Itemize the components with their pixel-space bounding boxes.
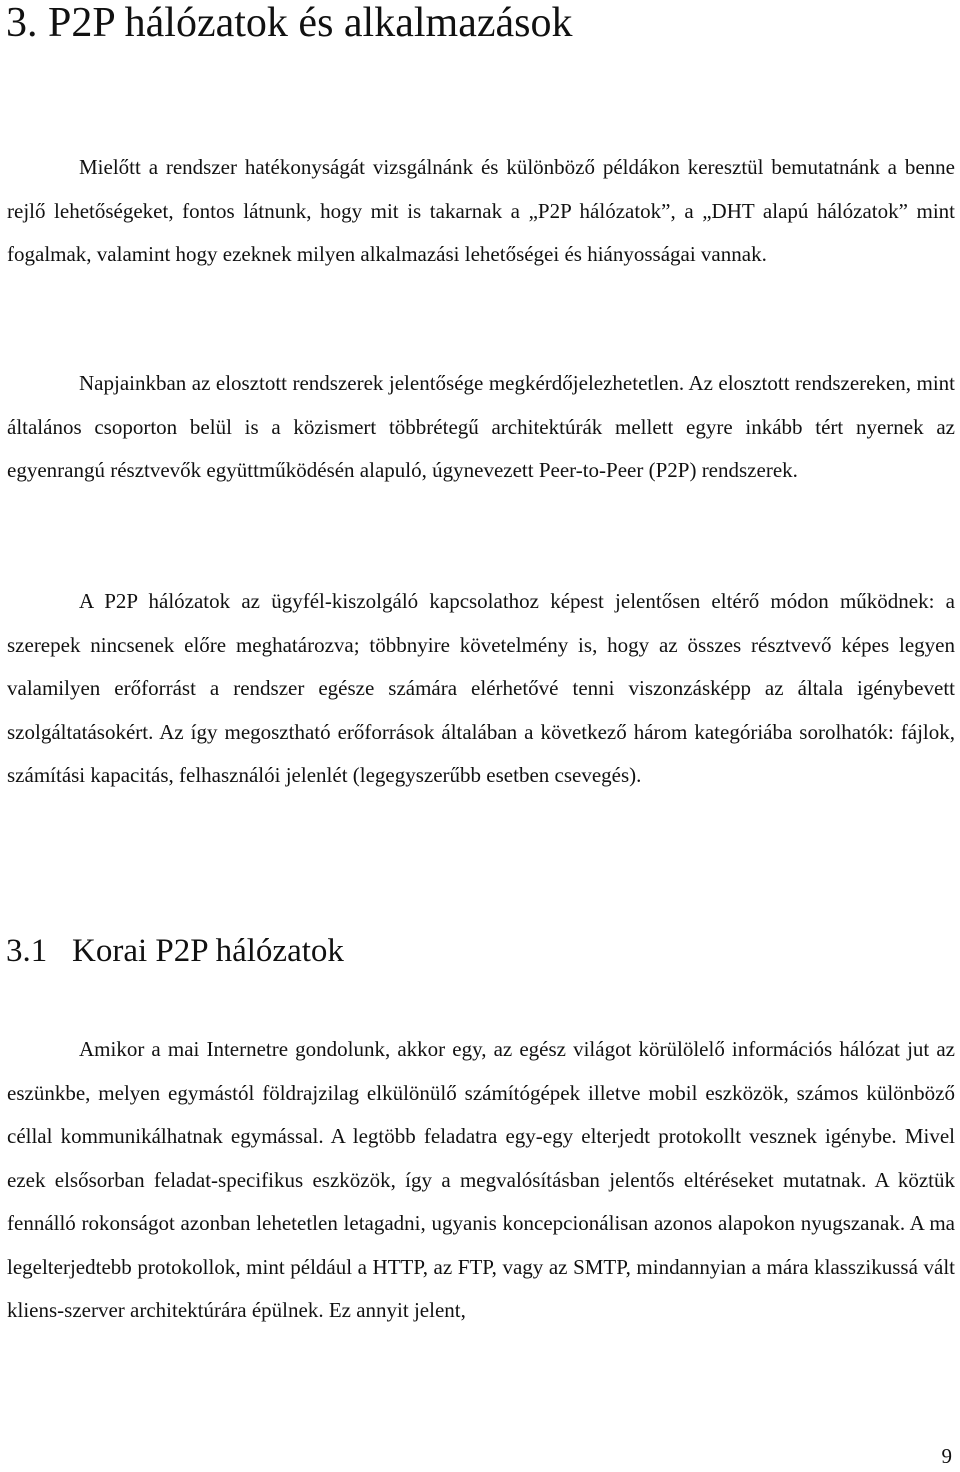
section-title: Korai P2P hálózatok (72, 933, 344, 969)
paragraph-distributed-systems: Napjainkban az elosztott rendszerek jelentősége megkérdőjelezhetetlen. Az elosztott rendszereken, mint általános csoporton belül is a közismert többrétegű architektúrák mellett egyre inkább tért nyernek az egyenrangú résztvevők együttműködésén alapuló, úgynevezett Peer-to-Peer (P2P) rendszerek. (7, 371, 955, 482)
section-heading (6, 929, 344, 973)
paragraph-p2p-networks: A P2P hálózatok az ügyfél-kiszolgáló kapcsolathoz képest jelentősen eltérő módon működnek: a szerepek nincsenek előre meghatározva; többnyire követelmény is, hogy az összes résztvevő képes legyen valamilyen erőforrást a rendszer egésze számára elérhetővé tenni viszonzásképp az általa igénybevett szolgáltatásokért. Az így megosztható erőforrások általában a következő három kategóriába sorolhatók: fájlok, számítási kapacitás, felhasználói jelenlét (legegyszerűbb esetben csevegés). (7, 589, 955, 787)
paragraph-early-p2p: Amikor a mai Internetre gondolunk, akkor egy, az egész világot körülölelő információs hálózat jut az eszünkbe, melyen egymástól földrajzilag elkülönülő számítógépek illetve mobil eszközök, számos különböző céllal kommunikálhatnak egymással. A legtöbb feladatra egy-egy elterjedt protokollt vesznek igénybe. Mivel ezek elsősorban feladat-specifikus eszközök, így a megvalósításban jelentős eltéréseket mutatnak. A köztük fennálló rokonságot azonban lehetetlen letagadni, ugyanis koncepcionálisan azonos alapokon nyugszanak. A ma legelterjedtebb protokollok, mint például a HTTP, az FTP, vagy az SMTP, mindannyian a mára klasszikussá vált kliens-szerver architektúrára épülnek. Ez annyit jelent, (7, 1037, 955, 1322)
page-number: 9 (941, 1444, 952, 1468)
section-number: 3.1 (6, 933, 48, 969)
chapter-heading: 3. P2P hálózatok és alkalmazások (6, 0, 573, 46)
paragraph-intro: Mielőtt a rendszer hatékonyságát vizsgálnánk és különböző példákon keresztül bemutatnánk a benne rejlő lehetőségeket, fontos látnunk, hogy mit is takarnak a „P2P hálózatok”, a „DHT alapú hálózatok” mint fogalmak, valamint hogy ezeknek milyen alkalmazási lehetőségei és hiányosságai vannak. (7, 155, 955, 266)
